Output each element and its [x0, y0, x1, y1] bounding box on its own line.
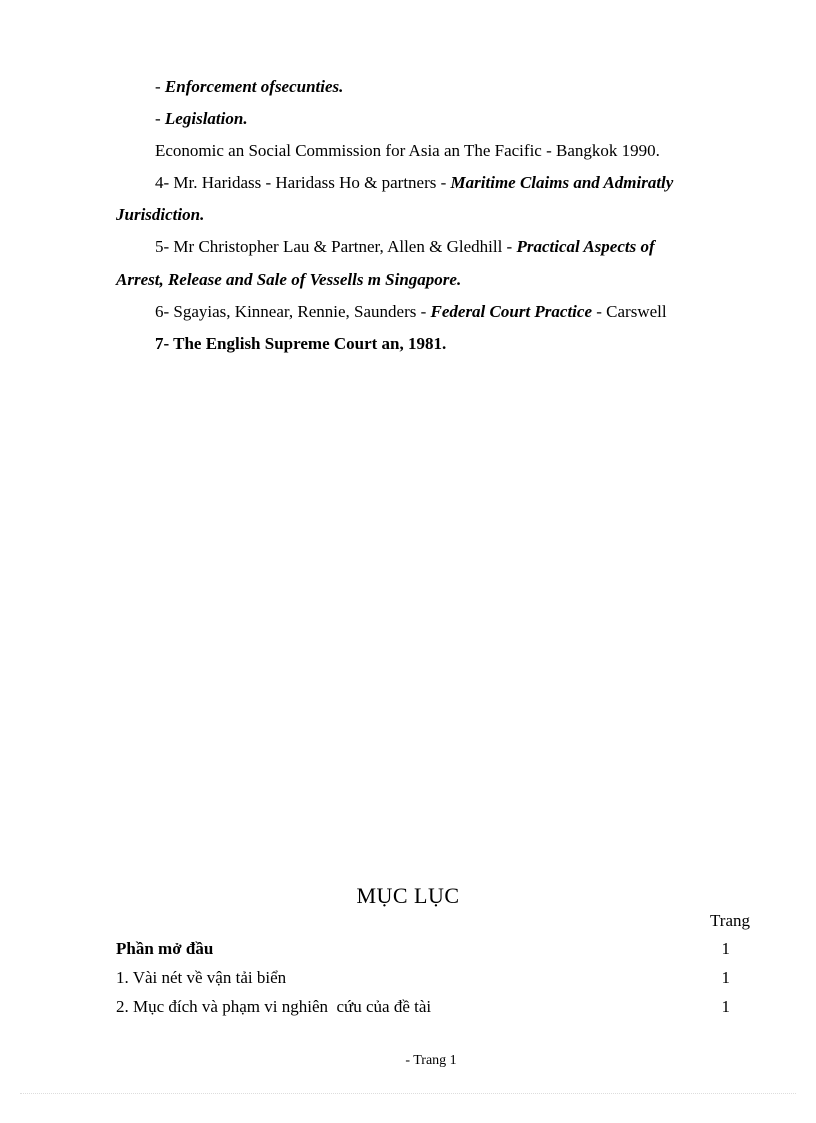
reference-legislation-title: Legislation. [164, 109, 248, 128]
reference-7-prefix: 7- [155, 334, 174, 353]
page-divider [20, 1093, 796, 1094]
toc-row-page: 1 [721, 968, 730, 987]
toc-page-header: Trang [710, 911, 750, 930]
reference-4-prefix: 4- Mr. Haridass - Haridass Ho & partners - [155, 173, 451, 192]
toc-row-page: 1 [721, 997, 730, 1016]
reference-6-prefix: 6- Sgayias, Kinnear, Rennie, Saunders - [155, 302, 431, 321]
reference-6 [155, 301, 667, 323]
reference-5-line1 [155, 236, 749, 258]
reference-enforcement [155, 76, 343, 98]
reference-7-title: The English Supreme Court an, 1981. [173, 334, 447, 353]
reference-6-suffix: - Carswell [592, 302, 667, 321]
toc-title: MỤC LỤC [356, 883, 460, 908]
reference-enforcement-title: Enforcement ofsecunties. [164, 77, 344, 96]
reference-economic-text: Economic an Social Commission for Asia an The Facific - Bangkok 1990. [155, 141, 660, 160]
reference-5-prefix: 5- Mr Christopher Lau & Partner, Allen & Gledhill - [155, 237, 517, 256]
reference-4-title-line1: Maritime Claims and Admiratly [450, 173, 674, 192]
reference-enforcement-prefix: - [155, 77, 165, 96]
reference-legislation-prefix: - [155, 109, 165, 128]
reference-4-title-line2: Jurisdiction. [116, 205, 205, 224]
reference-4-line2 [116, 204, 204, 226]
toc-row-label: Phần mở đầu [116, 939, 214, 958]
reference-5-line2 [116, 269, 461, 291]
toc-row-label: 1. Vài nét về vận tải biển [116, 968, 287, 987]
reference-6-title: Federal Court Practice [430, 302, 592, 321]
toc-row-page: 1 [721, 939, 730, 958]
reference-7 [155, 333, 446, 355]
reference-economic [155, 140, 660, 162]
page-footer: - Trang 1 [405, 1053, 457, 1068]
toc-row-label: 2. Mục đích và phạm vi nghiên cứu của đề tài [116, 997, 432, 1016]
reference-5-title-line2: Arrest, Release and Sale of Vessells m Singapore. [116, 270, 462, 289]
reference-5-title-line1: Practical Aspects of [516, 237, 655, 256]
reference-legislation [155, 108, 248, 130]
reference-4-line1 [155, 172, 749, 194]
